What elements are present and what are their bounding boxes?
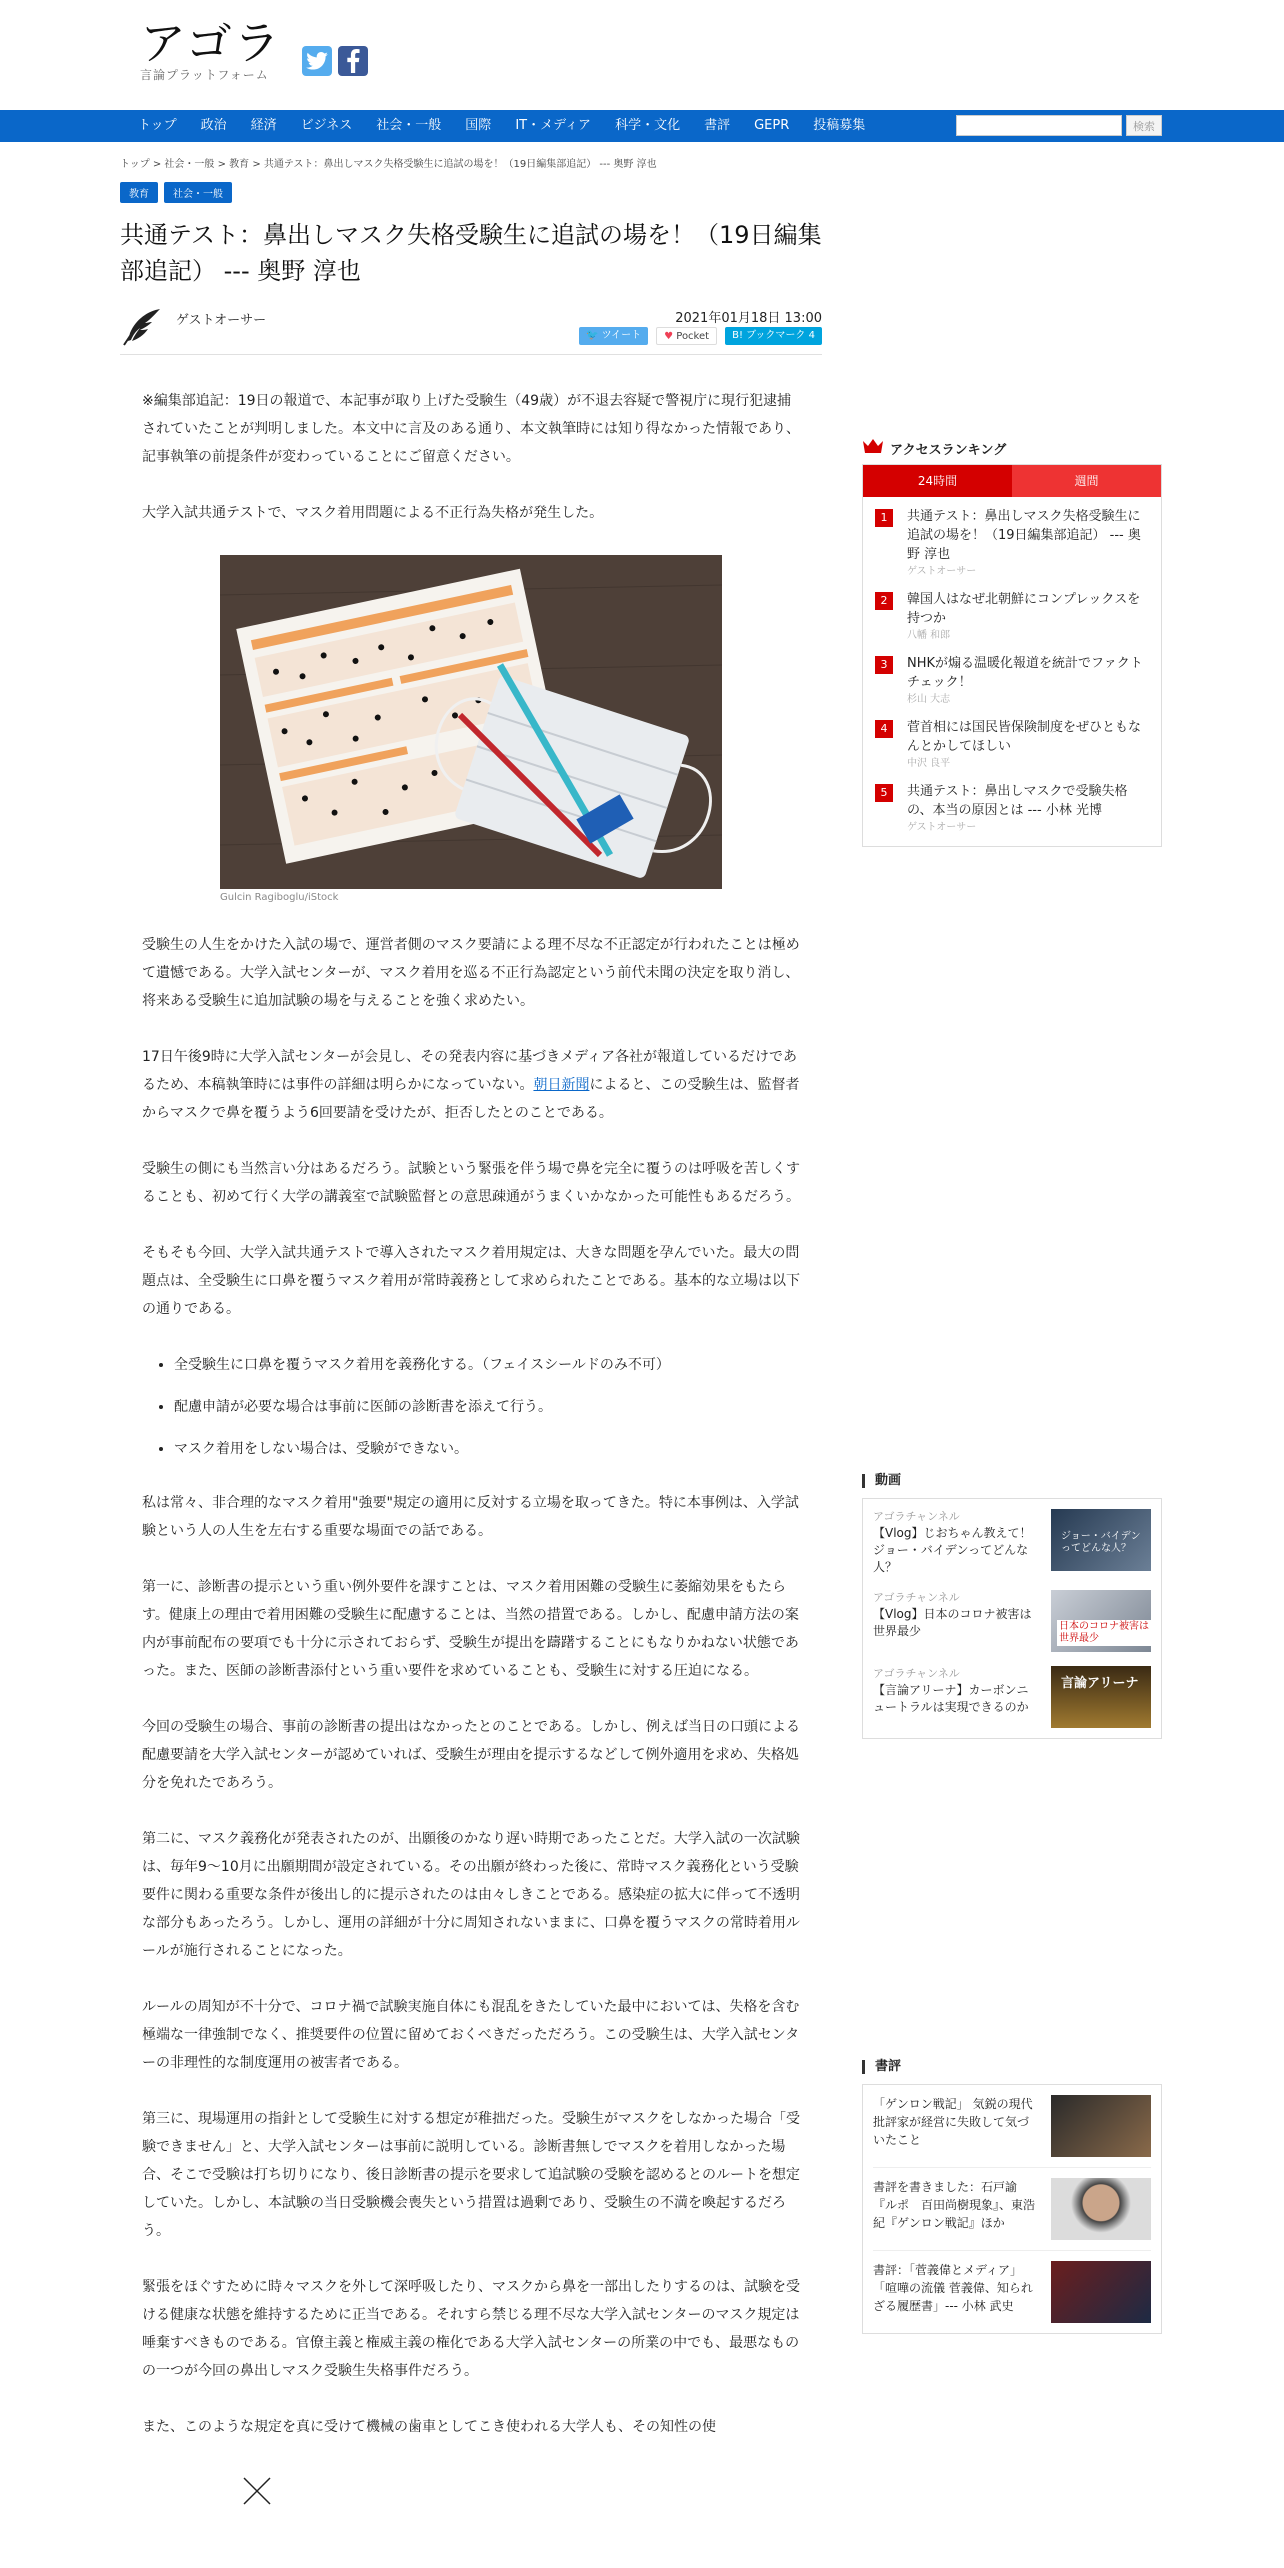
paragraph [142, 1043, 800, 1127]
image-caption: Gulcin Ragiboglu/iStock [220, 892, 339, 903]
paragraph-text: によると、この受験生は、監督者からマスクで鼻を覆うよう6回要請を受けたが、拒否したとのことである。 [142, 1077, 800, 1121]
video-item[interactable] [873, 1656, 1151, 1738]
ranking-item[interactable] [863, 580, 1161, 644]
nav-item-it-media[interactable]: IT・メディア [515, 118, 592, 133]
editor-note: ※編集部追記：19日の報道で、本記事が取り上げた受験生（49歳）が不退去容疑で警視庁に現行犯逮捕されていたことが判明しました。本文中に言及のある通り、本文執筆時には知り得なかった情報であり、記事執筆の前提条件が変わっていることにご留意ください。 [142, 393, 800, 465]
rank-title[interactable]: NHKが煽る温暖化報道を統計でファクトチェック！ [907, 656, 1143, 690]
article-body [120, 387, 822, 2441]
ranking-item[interactable] [863, 497, 1161, 580]
article-main [120, 158, 822, 2469]
paragraph: 受験生の側にも当然言い分はあるだろう。試験という緊張を伴う場で鼻を完全に覆うのは呼吸を苦しくすることも、初めて行く大学の講義室で試験監督との意思疎通がうまくいかなかった可能性もあるだろう。 [142, 1161, 800, 1205]
article-title: 共通テスト：鼻出しマスク失格受験生に追試の場を！（19日編集部追記） --- 奥野 淳也 [120, 221, 822, 285]
paragraph: 今回の受験生の場合、事前の診断書の提出はなかったとのことである。しかし、例えば当日の口頭による配慮要請を大学入試センターが認めていれば、受験生が理由を提示するなどして例外適用を求め、失格処分を免れたであろう。 [142, 1719, 800, 1791]
tweet-button[interactable] [579, 327, 648, 345]
nav-item-international[interactable]: 国際 [465, 118, 492, 133]
video-thumbnail[interactable] [1051, 1590, 1151, 1652]
paragraph: 私は常々、非合理的なマスク着用"強要"規定の適用に反対する立場を取ってきた。特に本事例は、入学試験という人の人生を左右する重要な場面での話である。 [142, 1495, 799, 1539]
hatena-bookmark-button[interactable] [725, 327, 822, 345]
publish-date: 2021年01月18日 13:00 [675, 311, 822, 326]
breadcrumb[interactable]: トップ > 社会・一般 > 教育 > 共通テスト：鼻出しマスク失格受験生に追試の場を！（19日編集部追記） --- 奥野 淳也 [120, 159, 657, 170]
ranking-heading-text: アクセスランキング [890, 442, 1007, 458]
book-title[interactable]: 「ゲンロン戦記」 気鋭の現代批評家が経営に失敗して気づいたこと [873, 2097, 1033, 2147]
video-item[interactable] [873, 1580, 1151, 1656]
nav-item-business[interactable]: ビジネス [300, 118, 353, 133]
nav-item-gepr[interactable]: GEPR [754, 118, 790, 133]
book-review-box [862, 2084, 1162, 2334]
hatena-count: 4 [808, 330, 815, 341]
nav-item-politics[interactable]: 政治 [200, 118, 227, 133]
paragraph: 受験生の人生をかけた入試の場で、運営者側のマスク要請による理不尽な不正認定が行われたことは極めて遺憾である。大学入試センターが、マスク着用を巡る不正行為認定という前代未聞の決定を取り消し、将来ある受験生に追加試験の場を与えることを強く求めたい。 [142, 937, 800, 1009]
video-channel: アゴラチャンネル [873, 1510, 960, 1523]
rank-title[interactable]: 共通テスト：鼻出しマスクで受験失格の、本当の原因とは --- 小林 光博 [907, 784, 1128, 818]
video-heading: 動画 [862, 1474, 1162, 1488]
book-item[interactable] [873, 2085, 1151, 2168]
video-title[interactable]: 【Vlog】日本のコロナ被害は世界最少 [873, 1607, 1032, 1638]
ranking-item[interactable] [863, 708, 1161, 772]
video-item[interactable] [873, 1499, 1151, 1580]
thumbnail-caption: ジョー・バイデンってどんな人？ [1061, 1531, 1141, 1554]
paragraph: 大学入試共通テストで、マスク着用問題による不正行為失格が発生した。 [142, 505, 604, 521]
rank-author: ゲストオーサー [907, 822, 977, 833]
rank-author: 中沢 良平 [907, 758, 951, 769]
nav-item-submit[interactable]: 投稿募集 [813, 118, 866, 133]
ranking-heading [862, 438, 1162, 458]
search-input[interactable] [956, 115, 1122, 136]
book-item[interactable] [873, 2251, 1151, 2333]
paragraph-text: 17日午後9時に大学入試センターが会見し、その発表内容に基づきメディア各社が報道しているだけであるため、本稿執筆時には事件の詳細は明らかになっていない。 [142, 1049, 798, 1093]
rank-title[interactable]: 菅首相には国民皆保険制度をぜひともなんとかしてほしい [907, 720, 1142, 754]
book-item[interactable] [873, 2168, 1151, 2251]
tab-24h[interactable]: 24時間 [863, 465, 1012, 497]
twitter-bird-icon: 🐦 [585, 330, 602, 341]
paragraph: ルールの周知が不十分で、コロナ禍で試験実施自体にも混乱をきたしていた最中においては、失格を含む極端な一律強制でなく、推奨要件の位置に留めておくべきだっただろう。この受験生は、大学入試センターの非理性的な制度運用の被害者である。 [142, 1999, 800, 2071]
thumbnail-caption: 日本のコロナ被害は世界最少 [1059, 1621, 1149, 1644]
site-logo[interactable] [140, 18, 282, 83]
logo-tagline: 言論プラットフォーム [140, 68, 269, 82]
pocket-button[interactable] [656, 327, 717, 345]
main-nav [0, 110, 1284, 142]
paragraph: 第二に、マスク義務化が発表されたのが、出願後のかなり遅い時期であったことだ。大学入試の一次試験は、毎年9～10月に出願期間が設定されている。その出願が終わった後に、常時マスク義務化という受験要件に関わる重要な条件が後出し的に提示されたのは由々しきことである。感染症の拡大に伴って不透明な部分もあったろう。しかし、運用の詳細が十分に周知されないままに、口鼻を覆うマスクの常時着用ルールが施行されることになった。 [142, 1831, 800, 1959]
list-item: • 配慮申請が必要な場合は事前に医師の診断書を添えて行う。 [174, 1393, 800, 1421]
article-tags [120, 182, 822, 203]
rank-title[interactable]: 共通テスト：鼻出しマスク失格受験生に追試の場を！（19日編集部追記） --- 奥野 淳也 [907, 509, 1141, 562]
video-thumbnail[interactable] [1051, 1509, 1151, 1571]
ranking-box [862, 464, 1162, 847]
rank-author: ゲストオーサー [907, 566, 977, 577]
paragraph: 第三に、現場運用の指針として受験生に対する想定が稚拙だった。受験生がマスクをしなかった場合「受験できません」と、大学入試センターは事前に説明している。診断書無しでマスクを着用しなかった場合、そこで受験は打ち切りになり、後日診断書の提示を要求して追試験の受験を認めるとのルートを想定していた。しかし、本試験の当日受験機会喪失という措置は過剰であり、受験生の不満を喚起するだろう。 [142, 2111, 800, 2239]
book-title[interactable]: 書評：「菅義偉とメディア」「喧嘩の流儀 菅義偉、知られざる履歴書」--- 小林 武史 [873, 2263, 1033, 2313]
ranking-item[interactable] [863, 772, 1161, 846]
tab-weekly[interactable]: 週間 [1012, 465, 1161, 497]
rank-number: 3 [875, 656, 893, 674]
answer-sheet-photo [220, 555, 722, 889]
hatena-label: B! ブックマーク [732, 330, 806, 341]
rank-title[interactable]: 韓国人はなぜ北朝鮮にコンプレックスを持つか [907, 592, 1141, 626]
video-title[interactable]: 【言論アリーナ】カーボンニュートラルは実現できるのか [873, 1683, 1029, 1714]
rank-number: 5 [875, 784, 893, 802]
book-thumbnail[interactable] [1051, 2095, 1151, 2157]
nav-item-economy[interactable]: 経済 [250, 118, 277, 133]
facebook-icon[interactable] [338, 46, 368, 76]
asahi-link[interactable]: 朝日新聞 [533, 1077, 590, 1093]
paragraph: 緊張をほぐすために時々マスクを外して深呼吸したり、マスクから鼻を一部出したりするのは、試験を受ける健康な状態を維持するために正当である。それすら禁じる理不尽な大学入試センターのマスク規定は唾棄すべきものである。官僚主義と権威主義の権化である大学入試センターの所業の中でも、最悪なものの一つが今回の鼻出しマスク受験生失格事件だろう。 [142, 2279, 800, 2379]
video-title[interactable]: 【Vlog】じおちゃん教えて！ ジョー・バイデンってどんな人？ [873, 1526, 1044, 1574]
list-item: • 全受験生に口鼻を覆うマスク着用を義務化する。（フェイスシールドのみ不可） [174, 1351, 800, 1379]
ranking-tabs [863, 465, 1161, 497]
book-review-section [862, 2060, 1162, 2334]
nav-item-society[interactable]: 社会・一般 [376, 118, 442, 133]
nav-item-science-culture[interactable]: 科学・文化 [615, 118, 681, 133]
book-title[interactable]: 書評を書きました：石戸諭『ルポ 百田尚樹現象』、東浩紀『ゲンロン戦記』ほか [873, 2180, 1036, 2230]
article-meta [120, 305, 822, 355]
article-figure [220, 555, 722, 903]
share-buttons [579, 327, 822, 345]
tag-society[interactable]: 社会・一般 [164, 182, 232, 203]
video-thumbnail[interactable] [1051, 1666, 1151, 1728]
tag-education[interactable]: 教育 [120, 182, 158, 203]
rank-number: 1 [875, 509, 893, 527]
paragraph: そもそも今回、大学入試共通テストで導入されたマスク着用規定は、大きな問題を孕んでいた。最大の問題点は、全受験生に口鼻を覆うマスク着用が常時義務として求められたことである。基本的な立場は以下の通りである。 [142, 1245, 800, 1317]
rank-number: 4 [875, 720, 893, 738]
video-channel: アゴラチャンネル [873, 1591, 960, 1604]
video-section [862, 1474, 1162, 1739]
rank-number: 2 [875, 592, 893, 610]
pocket-icon: ♥ [664, 331, 677, 342]
rank-author: 八幡 和郎 [907, 630, 951, 641]
twitter-icon[interactable] [302, 46, 332, 76]
author-name[interactable]: ゲストオーサー [176, 313, 267, 328]
close-icon[interactable] [242, 2476, 272, 2510]
book-review-heading: 書評 [862, 2060, 1162, 2074]
book-thumbnail[interactable] [1051, 2261, 1151, 2323]
nav-item-book-review[interactable]: 書評 [704, 118, 731, 133]
book-thumbnail[interactable] [1051, 2178, 1151, 2240]
quill-icon [122, 307, 162, 351]
search-button[interactable]: 検索 [1126, 115, 1162, 136]
rule-list [174, 1351, 800, 1463]
list-item: • マスク着用をしない場合は、受験ができない。 [174, 1435, 800, 1463]
crown-icon [862, 438, 884, 458]
search-form [956, 115, 1162, 136]
thumbnail-caption: 言論アリーナ [1061, 1676, 1139, 1691]
site-header [0, 0, 1284, 110]
tweet-label: ツイート [601, 330, 642, 341]
video-box [862, 1498, 1162, 1739]
ranking-item[interactable] [863, 644, 1161, 708]
paragraph: また、このような規定を真に受けて機械の歯車としてこき使われる大学人も、その知性の使 [142, 2419, 716, 2435]
paragraph: 第一に、診断書の提示という重い例外要件を課すことは、マスク着用困難の受験生に萎縮効果をもたらす。健康上の理由で着用困難の受験生に配慮することは、当然の措置である。しかし、配慮申請方法の案内が事前配布の要項でも十分に示されておらず、受験生が提出を躊躇することにもなりかねない状態であった。また、医師の診断書添付という重い要件を求めていることも、受験生に対する圧迫になる。 [142, 1579, 799, 1679]
rank-author: 杉山 大志 [907, 694, 951, 705]
pocket-label: Pocket [676, 331, 710, 342]
social-links [302, 46, 368, 76]
access-ranking [862, 438, 1162, 847]
nav-item-top[interactable]: トップ [138, 118, 177, 133]
logo-text[interactable]: アゴラ [140, 16, 282, 70]
video-channel: アゴラチャンネル [873, 1667, 960, 1680]
